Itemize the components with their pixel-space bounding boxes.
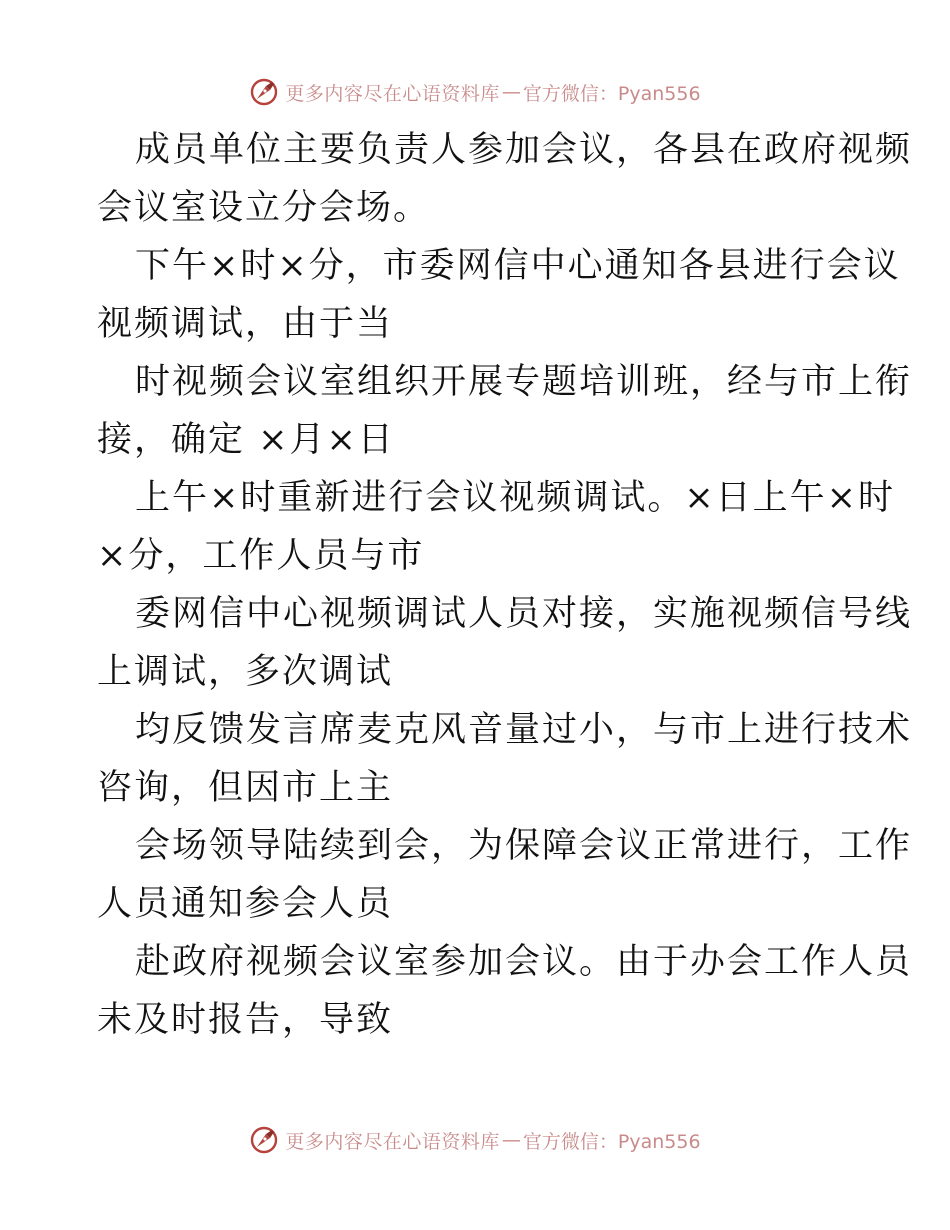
pen-nib-logo-icon (249, 77, 279, 107)
body-text-line: 均反馈发言席麦克风音量过小，与市上进行技术 (135, 710, 913, 750)
body-text-line: 会场领导陆续到会，为保障会议正常进行，工作 (135, 826, 913, 866)
body-text-line: 上午×时重新进行会议视频调试。×日上午×时 (135, 478, 895, 518)
body-text-line: 下午×时×分，市委网信中心通知各县进行会议 (135, 246, 901, 286)
watermark-dash: — (501, 1129, 521, 1151)
watermark-brand: 官方微信：Pyan556 (522, 1130, 701, 1153)
body-text-line: 时视频会议室组织开展专题培训班，经与市上衔 (135, 362, 913, 402)
body-text-line: 成员单位主要负责人参加会议，各县在政府视频 (135, 130, 913, 170)
watermark-dash: — (501, 81, 521, 103)
body-text-line: 视频调试，由于当 (97, 304, 394, 344)
body-text-line: 委网信中心视频调试人员对接，实施视频信号线 (135, 594, 913, 634)
body-text-line: 未及时报告，导致 (97, 1000, 394, 1040)
watermark-text: 更多内容尽在心语资料库 (285, 1130, 500, 1153)
watermark-brand: 官方微信：Pyan556 (522, 82, 701, 105)
header-watermark (0, 72, 950, 112)
watermark-text: 更多内容尽在心语资料库 (285, 82, 500, 105)
body-text-line: 上调试，多次调试 (97, 652, 394, 692)
body-text-line: 咨询，但因市上主 (97, 768, 394, 808)
body-text-line: 赴政府视频会议室参加会议。由于办会工作人员 (135, 942, 913, 982)
pen-nib-logo-icon (249, 1125, 279, 1155)
body-text-line: 接，确定 ×月×日 (97, 420, 395, 460)
footer-watermark (0, 1120, 950, 1160)
body-text-line: ×分，工作人员与市 (97, 536, 425, 576)
body-text-line: 会议室设立分会场。 (97, 188, 431, 228)
document-body (97, 121, 913, 1049)
body-text-line: 人员通知参会人员 (97, 884, 394, 924)
